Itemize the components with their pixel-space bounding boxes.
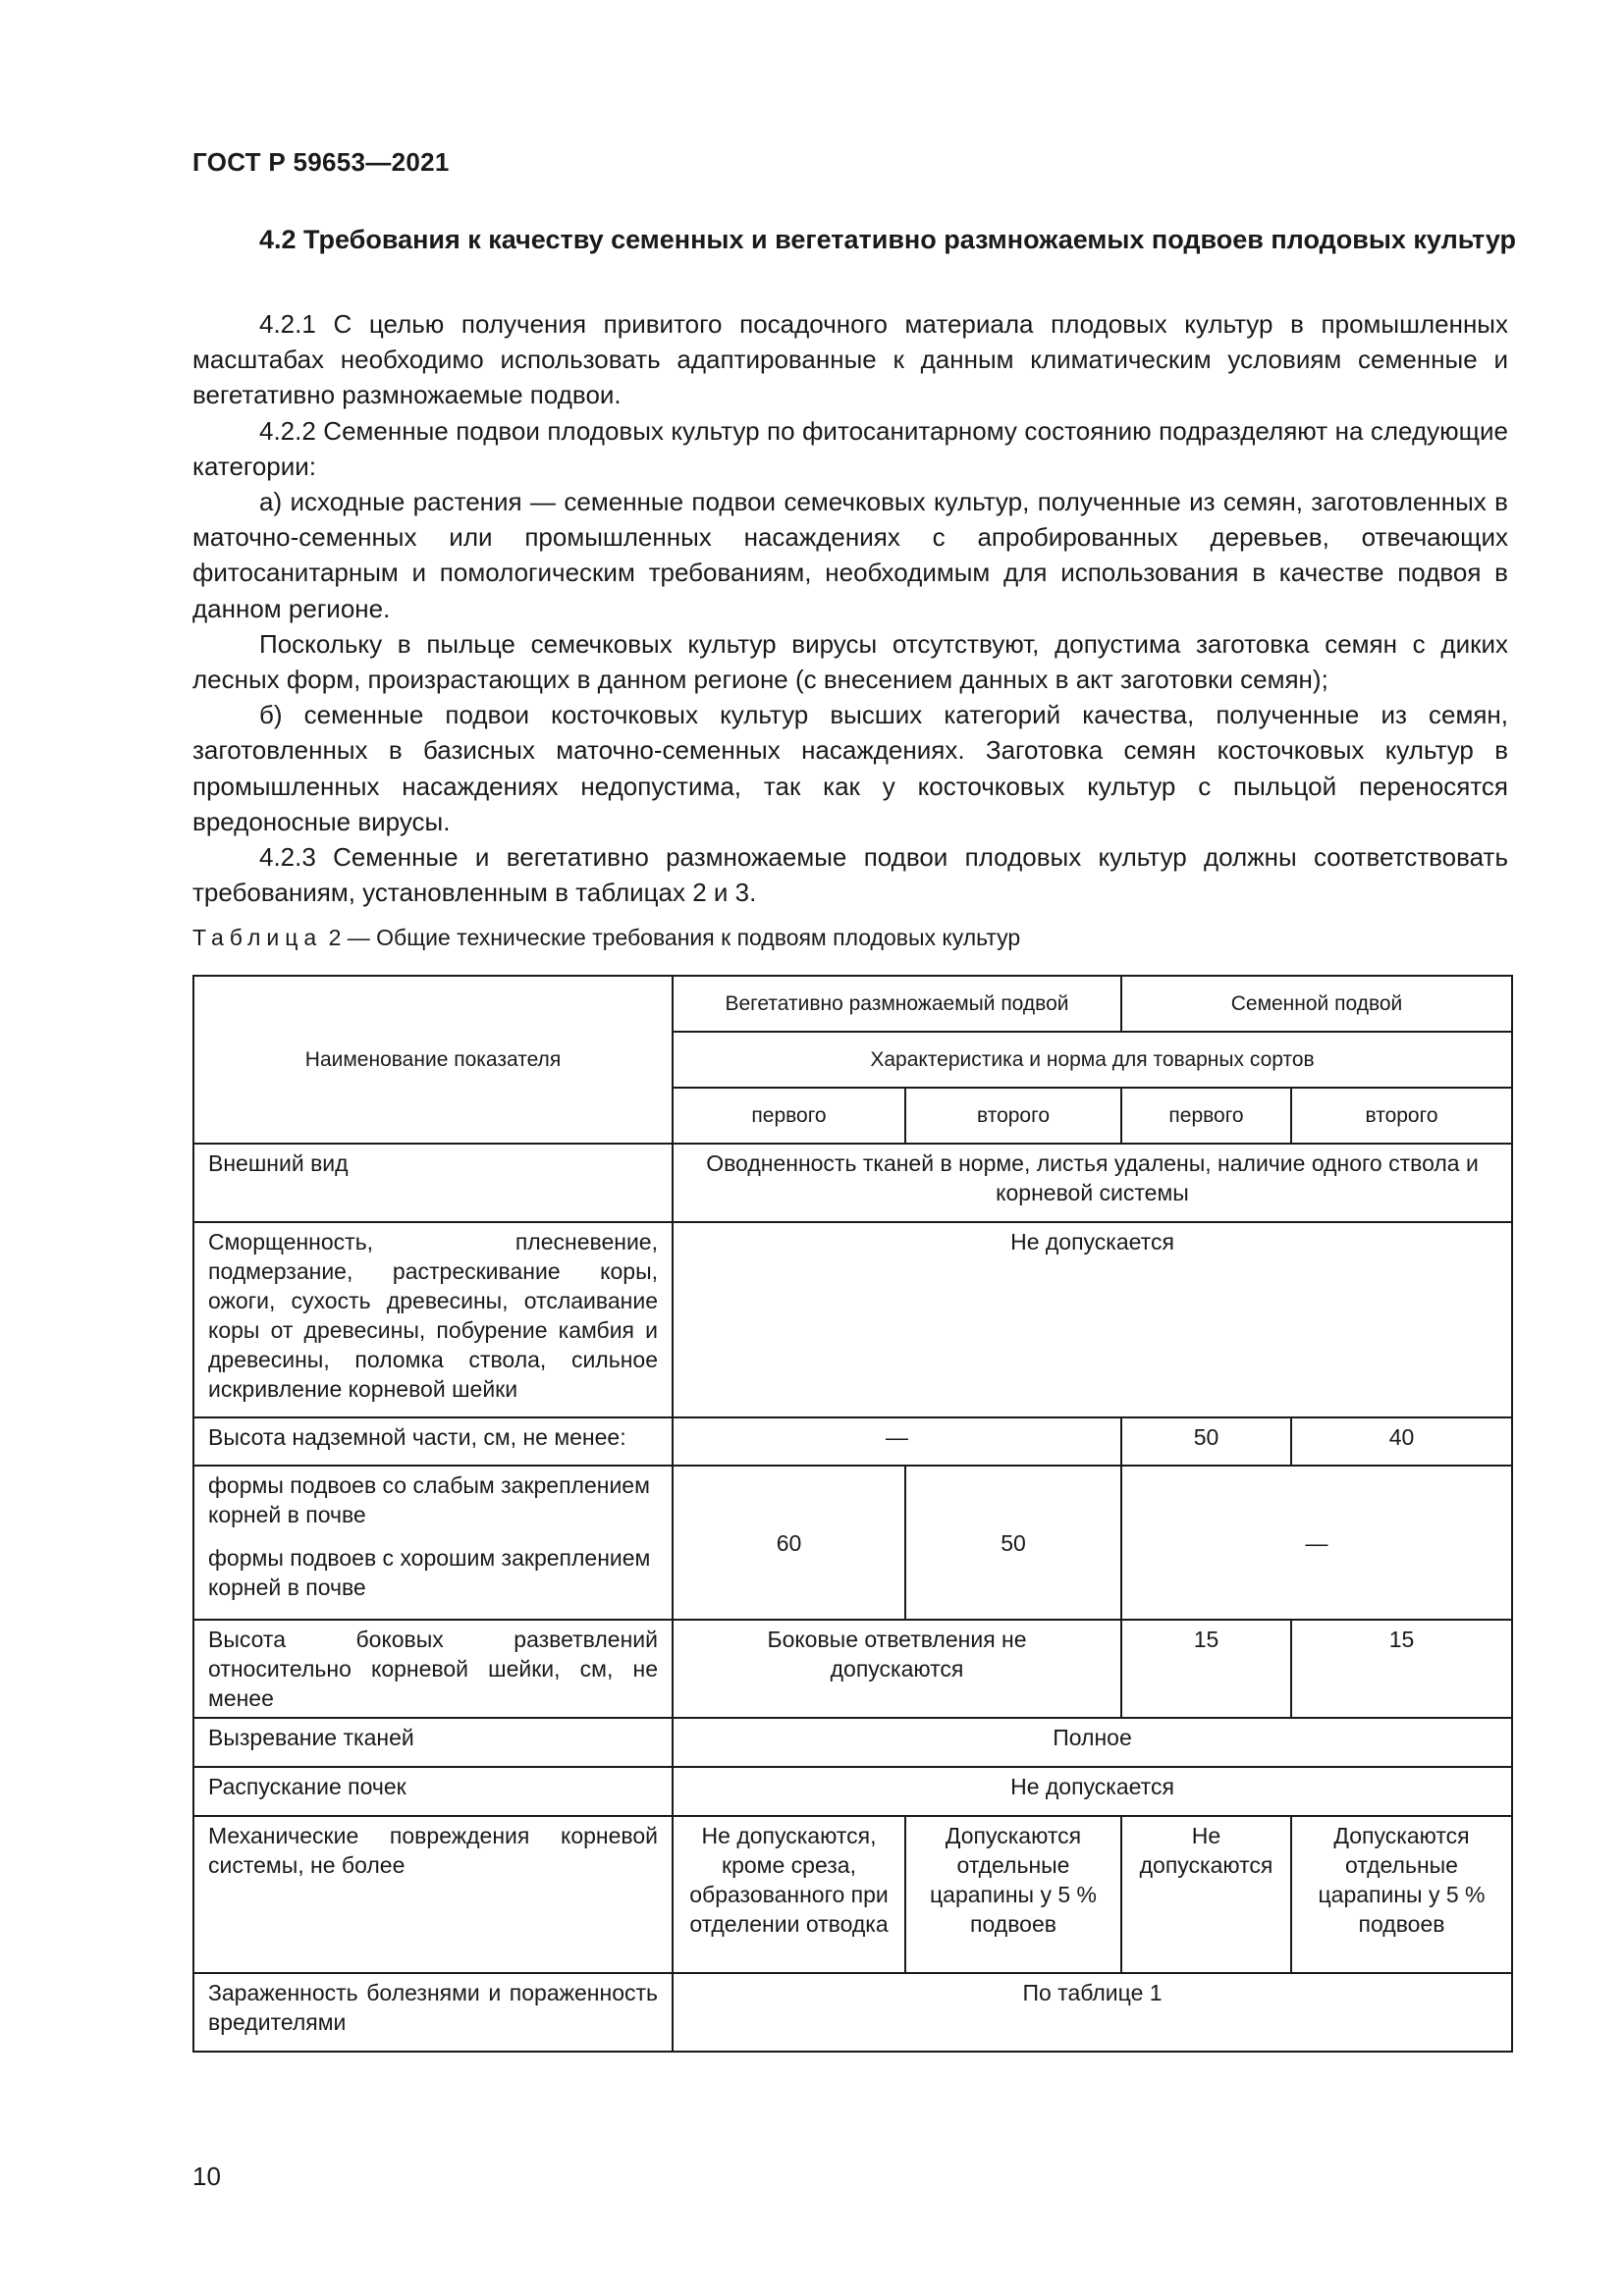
- table-row: [193, 1816, 1512, 1973]
- table-caption-text: 2 — Общие технические требования к подвоям плодовых культур: [328, 925, 1021, 950]
- row-name: Сморщенность, плесневение, подмерзание, растрескивание коры, ожоги, сухость древесины, отслаивание коры от древесины, побурение камбия и древесины, поломка ствола, сильное искривление корневой шейки: [193, 1222, 673, 1417]
- row-value-veg-second: 50: [905, 1466, 1121, 1620]
- row-value-seed-first: Не допускаются: [1121, 1816, 1291, 1973]
- row-value-veg-first: 60: [673, 1466, 905, 1620]
- paragraph-4-2-1: 4.2.1 С целью получения привитого посадочного материала плодовых культур в промышленных масштабах необходимо использовать адаптированные к данным климатическим условиям семенные и вегетативно размножаемые подвои.: [192, 309, 1508, 410]
- row-name: Механические повреждения корневой системы, не более: [193, 1816, 673, 1973]
- row-value-seed-second: 15: [1291, 1620, 1512, 1718]
- header-grade-seed-first: первого: [1121, 1088, 1291, 1144]
- table-row: [193, 1767, 1512, 1816]
- row-value: По таблице 1: [673, 1973, 1512, 2052]
- header-grade-veg-first: первого: [673, 1088, 905, 1144]
- paragraph-4-2-3: 4.2.3 Семенные и вегетативно размножаемые подвои плодовых культур должны соответствовать требованиям, установленным в таблицах 2 и 3.: [192, 842, 1508, 908]
- table-row: [193, 1144, 1512, 1222]
- row-value-seed-second: Допускаются отдельные царапины у 5 % подвоев: [1291, 1816, 1512, 1973]
- row-name-strong: формы подвоев с хорошим закреплением корней в почве: [208, 1545, 651, 1600]
- table-row: [193, 1973, 1512, 2052]
- header-grade-veg-second: второго: [905, 1088, 1121, 1144]
- document-id: ГОСТ Р 59653—2021: [192, 147, 450, 177]
- row-name: Распускание почек: [193, 1767, 673, 1816]
- row-value-veg: —: [673, 1417, 1121, 1466]
- row-name: Высота надземной части, см, не менее:: [193, 1417, 673, 1466]
- header-seed: Семенной подвой: [1121, 976, 1512, 1032]
- paragraph-item-b: б) семенные подвои косточковых культур высших категорий качества, полученные из семян, заготовленных в базисных маточно-семенных насаждениях. Заготовка семян косточковых культур в промышленных насаждениях недопустима, так как у косточковых культур с пыльцой переносятся вредоносные вирусы.: [192, 700, 1508, 836]
- body-text: [192, 306, 1508, 910]
- section-title: 4.2 Требования к качеству семенных и вегетативно размножаемых подвоев плодовых культур: [259, 225, 1516, 254]
- row-name: Вызревание тканей: [193, 1718, 673, 1767]
- table-row: [193, 1466, 1512, 1620]
- row-value: Оводненность тканей в норме, листья удалены, наличие одного ствола и корневой системы: [673, 1144, 1512, 1222]
- row-value-veg-first: Не допускаются, кроме среза, образованного при отделении отводка: [673, 1816, 905, 1973]
- page-number: 10: [192, 2162, 221, 2191]
- row-name-weak: формы подвоев со слабым закреплением корней в почве: [208, 1472, 650, 1527]
- row-name-group: [193, 1466, 673, 1620]
- table-row: [193, 1417, 1512, 1466]
- table-caption-label: Таблица: [192, 925, 323, 950]
- row-value-seed-first: 50: [1121, 1417, 1291, 1466]
- row-value: Полное: [673, 1718, 1512, 1767]
- header-vegetative: Вегетативно размножаемый подвой: [673, 976, 1121, 1032]
- requirements-table: [192, 975, 1513, 2053]
- row-name: Зараженность болезнями и пораженность вредителями: [193, 1973, 673, 2052]
- table-caption: [192, 925, 1020, 951]
- table-row: [193, 1222, 1512, 1417]
- table-row: [193, 1718, 1512, 1767]
- row-value: Не допускается: [673, 1767, 1512, 1816]
- table-row: [193, 1620, 1512, 1718]
- row-value-seed-second: 40: [1291, 1417, 1512, 1466]
- row-value-seed-first: 15: [1121, 1620, 1291, 1718]
- paragraph-item-a: а) исходные растения — семенные подвои семечковых культур, полученные из семян, заготовленных в маточно-семенных или промышленных насаждениях с апробированных деревьев, отвечающих фитосанитарным и помологическим требованиям, необходимым для использования в качестве подвоя в данном регионе.: [192, 487, 1508, 623]
- row-value-veg-second: Допускаются отдельные царапины у 5 % подвоев: [905, 1816, 1121, 1973]
- header-grade-seed-second: второго: [1291, 1088, 1512, 1144]
- row-name: Высота боковых разветвлений относительно корневой шейки, см, не менее: [193, 1620, 673, 1718]
- header-characteristic: Характеристика и норма для товарных сортов: [673, 1032, 1512, 1088]
- row-value-veg: Боковые ответвления не допускаются: [673, 1620, 1121, 1718]
- row-value-seed: —: [1121, 1466, 1512, 1620]
- header-indicator: Наименование показателя: [193, 976, 673, 1144]
- table-header-row: [193, 976, 1512, 1032]
- paragraph-pollen-note: Поскольку в пыльце семечковых культур вирусы отсутствуют, допустима заготовка семян с диких лесных форм, произрастающих в данном регионе (с внесением данных в акт заготовки семян);: [192, 628, 1508, 695]
- row-name: Внешний вид: [193, 1144, 673, 1222]
- paragraph-4-2-2: 4.2.2 Семенные подвои плодовых культур по фитосанитарному состоянию подразделяют на следующие категории:: [192, 415, 1508, 481]
- row-value: Не допускается: [673, 1222, 1512, 1417]
